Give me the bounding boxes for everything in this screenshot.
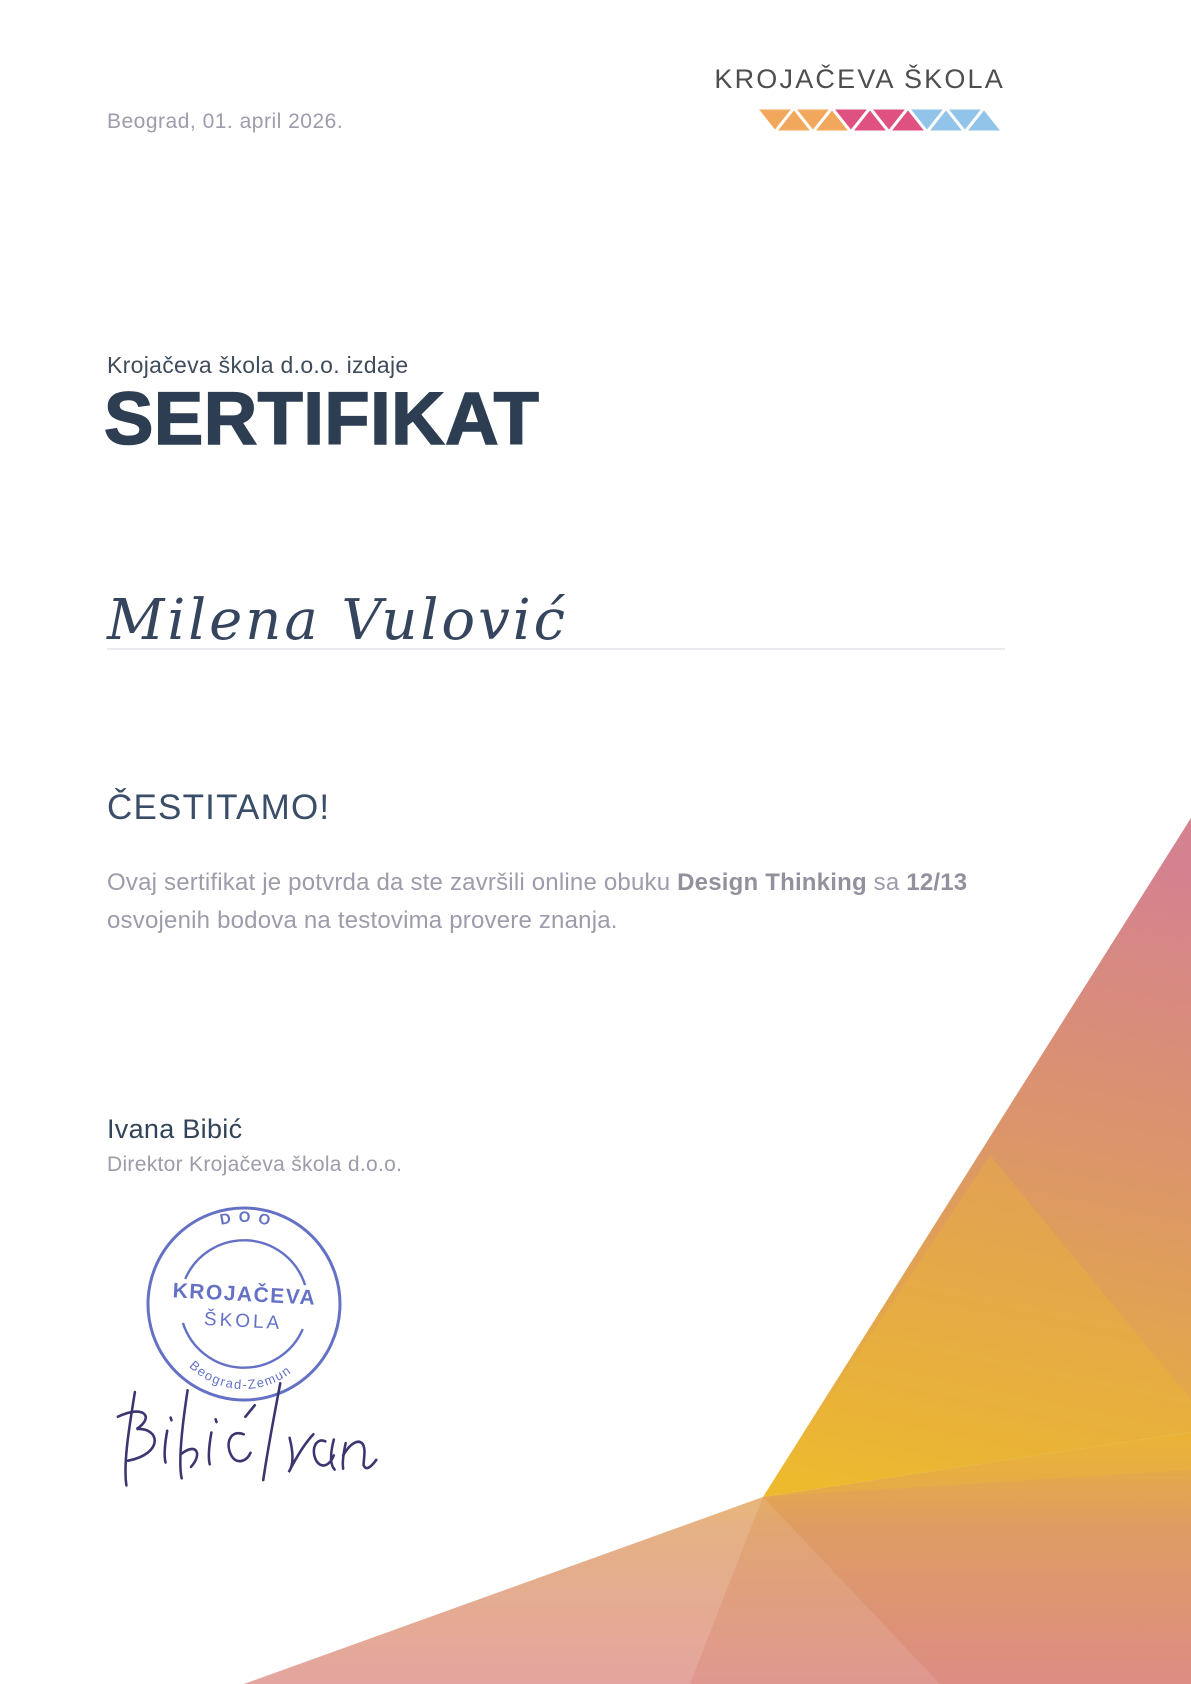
company-stamp xyxy=(141,1201,347,1407)
congrats-heading: ČESTITAMO! xyxy=(107,788,331,827)
school-logo-text: KROJAČEVA ŠKOLA xyxy=(714,64,1005,94)
score-value: 12/13 xyxy=(906,869,968,896)
certificate-title: SERTIFIKAT xyxy=(104,377,540,460)
date-line: Beograd, 01. april 2026. xyxy=(107,110,344,133)
handwritten-signature xyxy=(106,1378,378,1510)
course-name: Design Thinking xyxy=(677,869,867,896)
congrats-text-segment: Ovaj sertifikat je potvrda da ste završili online obuku xyxy=(107,869,678,896)
issuer-line: Krojačeva škola d.o.o. izdaje xyxy=(107,352,409,378)
stamp-line1: KROJAČEVA xyxy=(172,1279,317,1310)
stamp-bottom-text: Beograd-Zemun xyxy=(186,1357,295,1393)
recipient-name: Milena Vulović xyxy=(107,588,569,653)
stamp-top-text: DOO xyxy=(218,1208,279,1232)
stamp-line2: ŠKOLA xyxy=(203,1308,283,1335)
congrats-body xyxy=(107,864,992,940)
congrats-text-segment: osvojenih bodova na testovima provere znanja. xyxy=(107,907,618,934)
congrats-text-segment: sa xyxy=(866,869,907,896)
logo-triangle-pattern xyxy=(756,107,1003,134)
signer-title: Direktor Krojačeva škola d.o.o. xyxy=(107,1153,403,1176)
signer-name: Ivana Bibić xyxy=(107,1114,243,1144)
